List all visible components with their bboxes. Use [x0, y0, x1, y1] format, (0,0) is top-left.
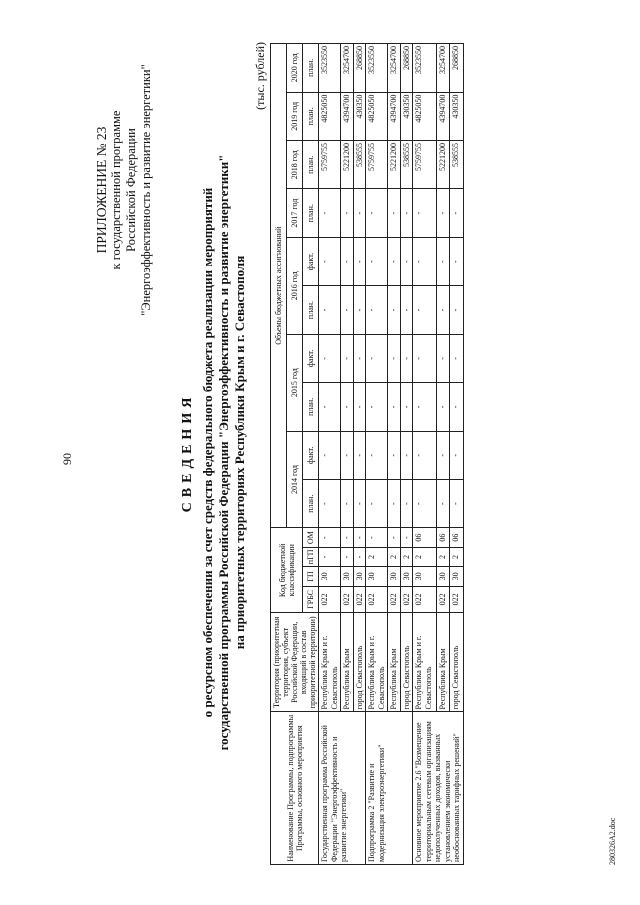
- row-value-cell: -: [450, 189, 463, 237]
- row-value-cell: -: [319, 334, 341, 382]
- row-value-cell: 4394700: [388, 92, 401, 140]
- row-code-cell: -: [319, 528, 341, 547]
- row-value-cell: -: [388, 383, 401, 431]
- row-value-cell: -: [353, 431, 366, 479]
- row-code-cell: 022: [450, 586, 463, 613]
- title-line: о ресурсном обеспечении за счет средств федерального бюджета реализации мероприятий: [200, 187, 215, 718]
- table-row: [413, 44, 437, 865]
- row-value-cell: 538555: [353, 141, 366, 189]
- row-code-cell: 30: [319, 567, 341, 586]
- row-value-cell: 3254700: [388, 44, 401, 93]
- row-value-cell: -: [341, 286, 354, 334]
- header-plan: план.: [303, 286, 319, 334]
- row-code-cell: 30: [366, 567, 388, 586]
- header-budget-code: Код бюджетной классификации: [271, 528, 303, 613]
- row-value-cell: -: [366, 383, 388, 431]
- row-value-cell: 3523550: [366, 44, 388, 93]
- table-body: [319, 44, 464, 865]
- row-value-cell: -: [400, 334, 413, 382]
- row-value-cell: -: [319, 286, 341, 334]
- row-value-cell: 4825050: [413, 92, 437, 140]
- row-value-cell: -: [400, 189, 413, 237]
- row-code-cell: 2: [450, 547, 463, 566]
- row-value-cell: 5221200: [341, 141, 354, 189]
- row-value-cell: -: [436, 237, 449, 285]
- row-name: Государственная программа Российской Федерации "Энергоэффективность и развитие энергетики": [319, 712, 366, 865]
- row-value-cell: 5759755: [413, 141, 437, 189]
- row-value-cell: 5759755: [319, 141, 341, 189]
- row-value-cell: 538555: [450, 141, 463, 189]
- row-value-cell: -: [319, 383, 341, 431]
- header-code: ГП: [303, 567, 319, 586]
- header-plan: план.: [303, 480, 319, 528]
- row-value-cell: -: [388, 480, 401, 528]
- row-value-cell: 268850: [400, 44, 413, 93]
- units-label: (тыс. рублей): [253, 42, 267, 110]
- row-value-cell: 538555: [400, 141, 413, 189]
- footer-code: 280326А2.doc: [608, 817, 617, 865]
- row-value-cell: -: [366, 480, 388, 528]
- row-value-cell: 430350: [400, 92, 413, 140]
- document-title: [180, 60, 248, 845]
- row-value-cell: 3254700: [436, 44, 449, 93]
- appendix-heading: ПРИЛОЖЕНИЕ № 23: [94, 126, 109, 254]
- row-value-cell: 5221200: [436, 141, 449, 189]
- row-value-cell: -: [400, 480, 413, 528]
- row-code-cell: -: [400, 528, 413, 547]
- table-row: [319, 44, 341, 865]
- row-territory: Республика Крым: [436, 613, 449, 712]
- row-code-cell: 022: [319, 586, 341, 613]
- row-code-cell: 022: [400, 586, 413, 613]
- row-code-cell: -: [353, 547, 366, 566]
- row-value-cell: -: [436, 334, 449, 382]
- header-plan: план.: [303, 141, 319, 189]
- row-code-cell: 30: [413, 567, 437, 586]
- row-value-cell: -: [400, 383, 413, 431]
- row-value-cell: 3523550: [413, 44, 437, 93]
- row-territory: город Севастополь: [353, 613, 366, 712]
- header-code: ОМ: [303, 528, 319, 547]
- row-value-cell: -: [436, 480, 449, 528]
- row-code-cell: 30: [388, 567, 401, 586]
- row-value-cell: -: [413, 286, 437, 334]
- header-name: Наименование Программы, подпрограммы Программы, основного мероприятия: [271, 712, 319, 865]
- row-code-cell: -: [353, 528, 366, 547]
- row-code-cell: -: [341, 547, 354, 566]
- row-value-cell: 268850: [450, 44, 463, 93]
- row-value-cell: -: [436, 383, 449, 431]
- row-value-cell: -: [450, 431, 463, 479]
- row-territory: город Севастополь: [400, 613, 413, 712]
- row-code-cell: 06: [450, 528, 463, 547]
- header-year: 2016 год: [287, 237, 303, 334]
- row-territory: Республика Крым и г. Севастополь: [413, 613, 437, 712]
- row-code-cell: 2: [413, 547, 437, 566]
- row-value-cell: -: [353, 334, 366, 382]
- row-value-cell: -: [450, 286, 463, 334]
- row-value-cell: -: [366, 237, 388, 285]
- header-year: 2014 год: [287, 431, 303, 528]
- row-code-cell: 06: [436, 528, 449, 547]
- page-number: 90: [60, 453, 74, 465]
- row-code-cell: 2: [436, 547, 449, 566]
- row-code-cell: -: [366, 528, 388, 547]
- row-value-cell: -: [388, 189, 401, 237]
- header-plan: план.: [303, 189, 319, 237]
- row-code-cell: 022: [388, 586, 401, 613]
- header-year: 2017 год: [287, 189, 303, 237]
- row-value-cell: -: [319, 480, 341, 528]
- row-value-cell: -: [366, 334, 388, 382]
- row-value-cell: 430350: [353, 92, 366, 140]
- row-value-cell: -: [413, 237, 437, 285]
- appendix-line: Российской Федерации: [124, 128, 138, 252]
- row-value-cell: 268850: [353, 44, 366, 93]
- row-value-cell: -: [319, 237, 341, 285]
- appendix-block: [94, 40, 154, 340]
- header-code: ГРБС: [303, 586, 319, 613]
- row-value-cell: -: [341, 431, 354, 479]
- row-code-cell: -: [341, 528, 354, 547]
- row-name: Подпрограмма 2 "Развитие и модернизация электроэнергетики": [366, 712, 413, 865]
- row-value-cell: -: [436, 286, 449, 334]
- row-code-cell: 022: [353, 586, 366, 613]
- row-value-cell: -: [319, 189, 341, 237]
- header-year: 2020 год: [287, 44, 303, 93]
- row-code-cell: 2: [388, 547, 401, 566]
- appendix-line: "Энергоэффективность и развитие энергетики": [139, 64, 153, 316]
- row-value-cell: -: [413, 480, 437, 528]
- row-value-cell: -: [436, 431, 449, 479]
- budget-table: [270, 43, 464, 865]
- row-value-cell: 5759755: [366, 141, 388, 189]
- row-value-cell: 4825050: [319, 92, 341, 140]
- row-value-cell: -: [341, 383, 354, 431]
- row-value-cell: 5221200: [388, 141, 401, 189]
- row-territory: Республика Крым: [388, 613, 401, 712]
- row-value-cell: -: [353, 480, 366, 528]
- row-value-cell: 4825050: [366, 92, 388, 140]
- row-code-cell: 30: [353, 567, 366, 586]
- title-line: на приоритетных территориях Республики Крым и г. Севастополя: [232, 255, 247, 650]
- table-row: [366, 44, 388, 865]
- row-value-cell: -: [413, 431, 437, 479]
- row-value-cell: -: [353, 189, 366, 237]
- row-value-cell: -: [388, 286, 401, 334]
- row-value-cell: -: [413, 383, 437, 431]
- row-value-cell: -: [341, 334, 354, 382]
- row-value-cell: -: [450, 237, 463, 285]
- row-territory: Республика Крым: [341, 613, 354, 712]
- header-plan: план.: [303, 92, 319, 140]
- header-territory: Территория (приоритетная территория, субъект Российской Федерации, входящий в состав приоритетной территории): [271, 613, 319, 712]
- row-code-cell: 30: [400, 567, 413, 586]
- row-territory: Республика Крым и г. Севастополь: [319, 613, 341, 712]
- row-value-cell: -: [341, 237, 354, 285]
- row-value-cell: -: [319, 431, 341, 479]
- row-value-cell: -: [353, 383, 366, 431]
- row-territory: город Севастополь: [450, 613, 463, 712]
- header-plan: план.: [303, 383, 319, 431]
- title-word: СВЕДЕНИЯ: [180, 392, 195, 513]
- row-value-cell: -: [366, 286, 388, 334]
- row-value-cell: -: [388, 431, 401, 479]
- row-value-cell: -: [400, 431, 413, 479]
- row-code-cell: 2: [400, 547, 413, 566]
- row-value-cell: -: [450, 480, 463, 528]
- header-plan: план.: [303, 44, 319, 93]
- row-value-cell: 3523550: [319, 44, 341, 93]
- header-year: 2019 год: [287, 92, 303, 140]
- row-value-cell: -: [388, 334, 401, 382]
- row-value-cell: 4394700: [341, 92, 354, 140]
- header-code: пГП: [303, 547, 319, 566]
- row-value-cell: -: [400, 286, 413, 334]
- row-value-cell: -: [413, 189, 437, 237]
- row-code-cell: 022: [436, 586, 449, 613]
- header-year: 2018 год: [287, 141, 303, 189]
- row-value-cell: -: [450, 383, 463, 431]
- row-value-cell: -: [366, 189, 388, 237]
- row-code-cell: -: [319, 547, 341, 566]
- header-fact: факт.: [303, 334, 319, 382]
- row-value-cell: -: [400, 237, 413, 285]
- row-value-cell: -: [413, 334, 437, 382]
- row-code-cell: 30: [450, 567, 463, 586]
- header-year: 2015 год: [287, 334, 303, 431]
- row-value-cell: 3254700: [341, 44, 354, 93]
- appendix-line: к государственной программе: [109, 110, 123, 270]
- row-value-cell: 4394700: [436, 92, 449, 140]
- title-line: государственной программы Российской Федерации "Энергоэффективность и развитие энергетики": [216, 154, 231, 751]
- row-value-cell: -: [388, 237, 401, 285]
- row-value-cell: -: [436, 189, 449, 237]
- row-territory: Республика Крым и г. Севастополь: [366, 613, 388, 712]
- row-code-cell: 2: [366, 547, 388, 566]
- row-value-cell: -: [353, 237, 366, 285]
- row-value-cell: -: [341, 480, 354, 528]
- header-fact: факт.: [303, 431, 319, 479]
- row-name: Основное мероприятие 2.6 "Возмещение территориальным сетевым организациям недополученных доходов, вызванных установлением экономически необоснованных тарифных решений": [413, 712, 464, 865]
- row-code-cell: -: [388, 528, 401, 547]
- row-value-cell: -: [353, 286, 366, 334]
- row-code-cell: 30: [341, 567, 354, 586]
- row-value-cell: -: [366, 431, 388, 479]
- row-code-cell: 022: [341, 586, 354, 613]
- row-value-cell: 430350: [450, 92, 463, 140]
- row-code-cell: 06: [413, 528, 437, 547]
- header-fact: факт.: [303, 237, 319, 285]
- row-code-cell: 022: [413, 586, 437, 613]
- header-volumes: Объемы бюджетных ассигнований: [271, 44, 287, 528]
- row-value-cell: -: [341, 189, 354, 237]
- row-value-cell: -: [450, 334, 463, 382]
- row-code-cell: 30: [436, 567, 449, 586]
- row-code-cell: 022: [366, 586, 388, 613]
